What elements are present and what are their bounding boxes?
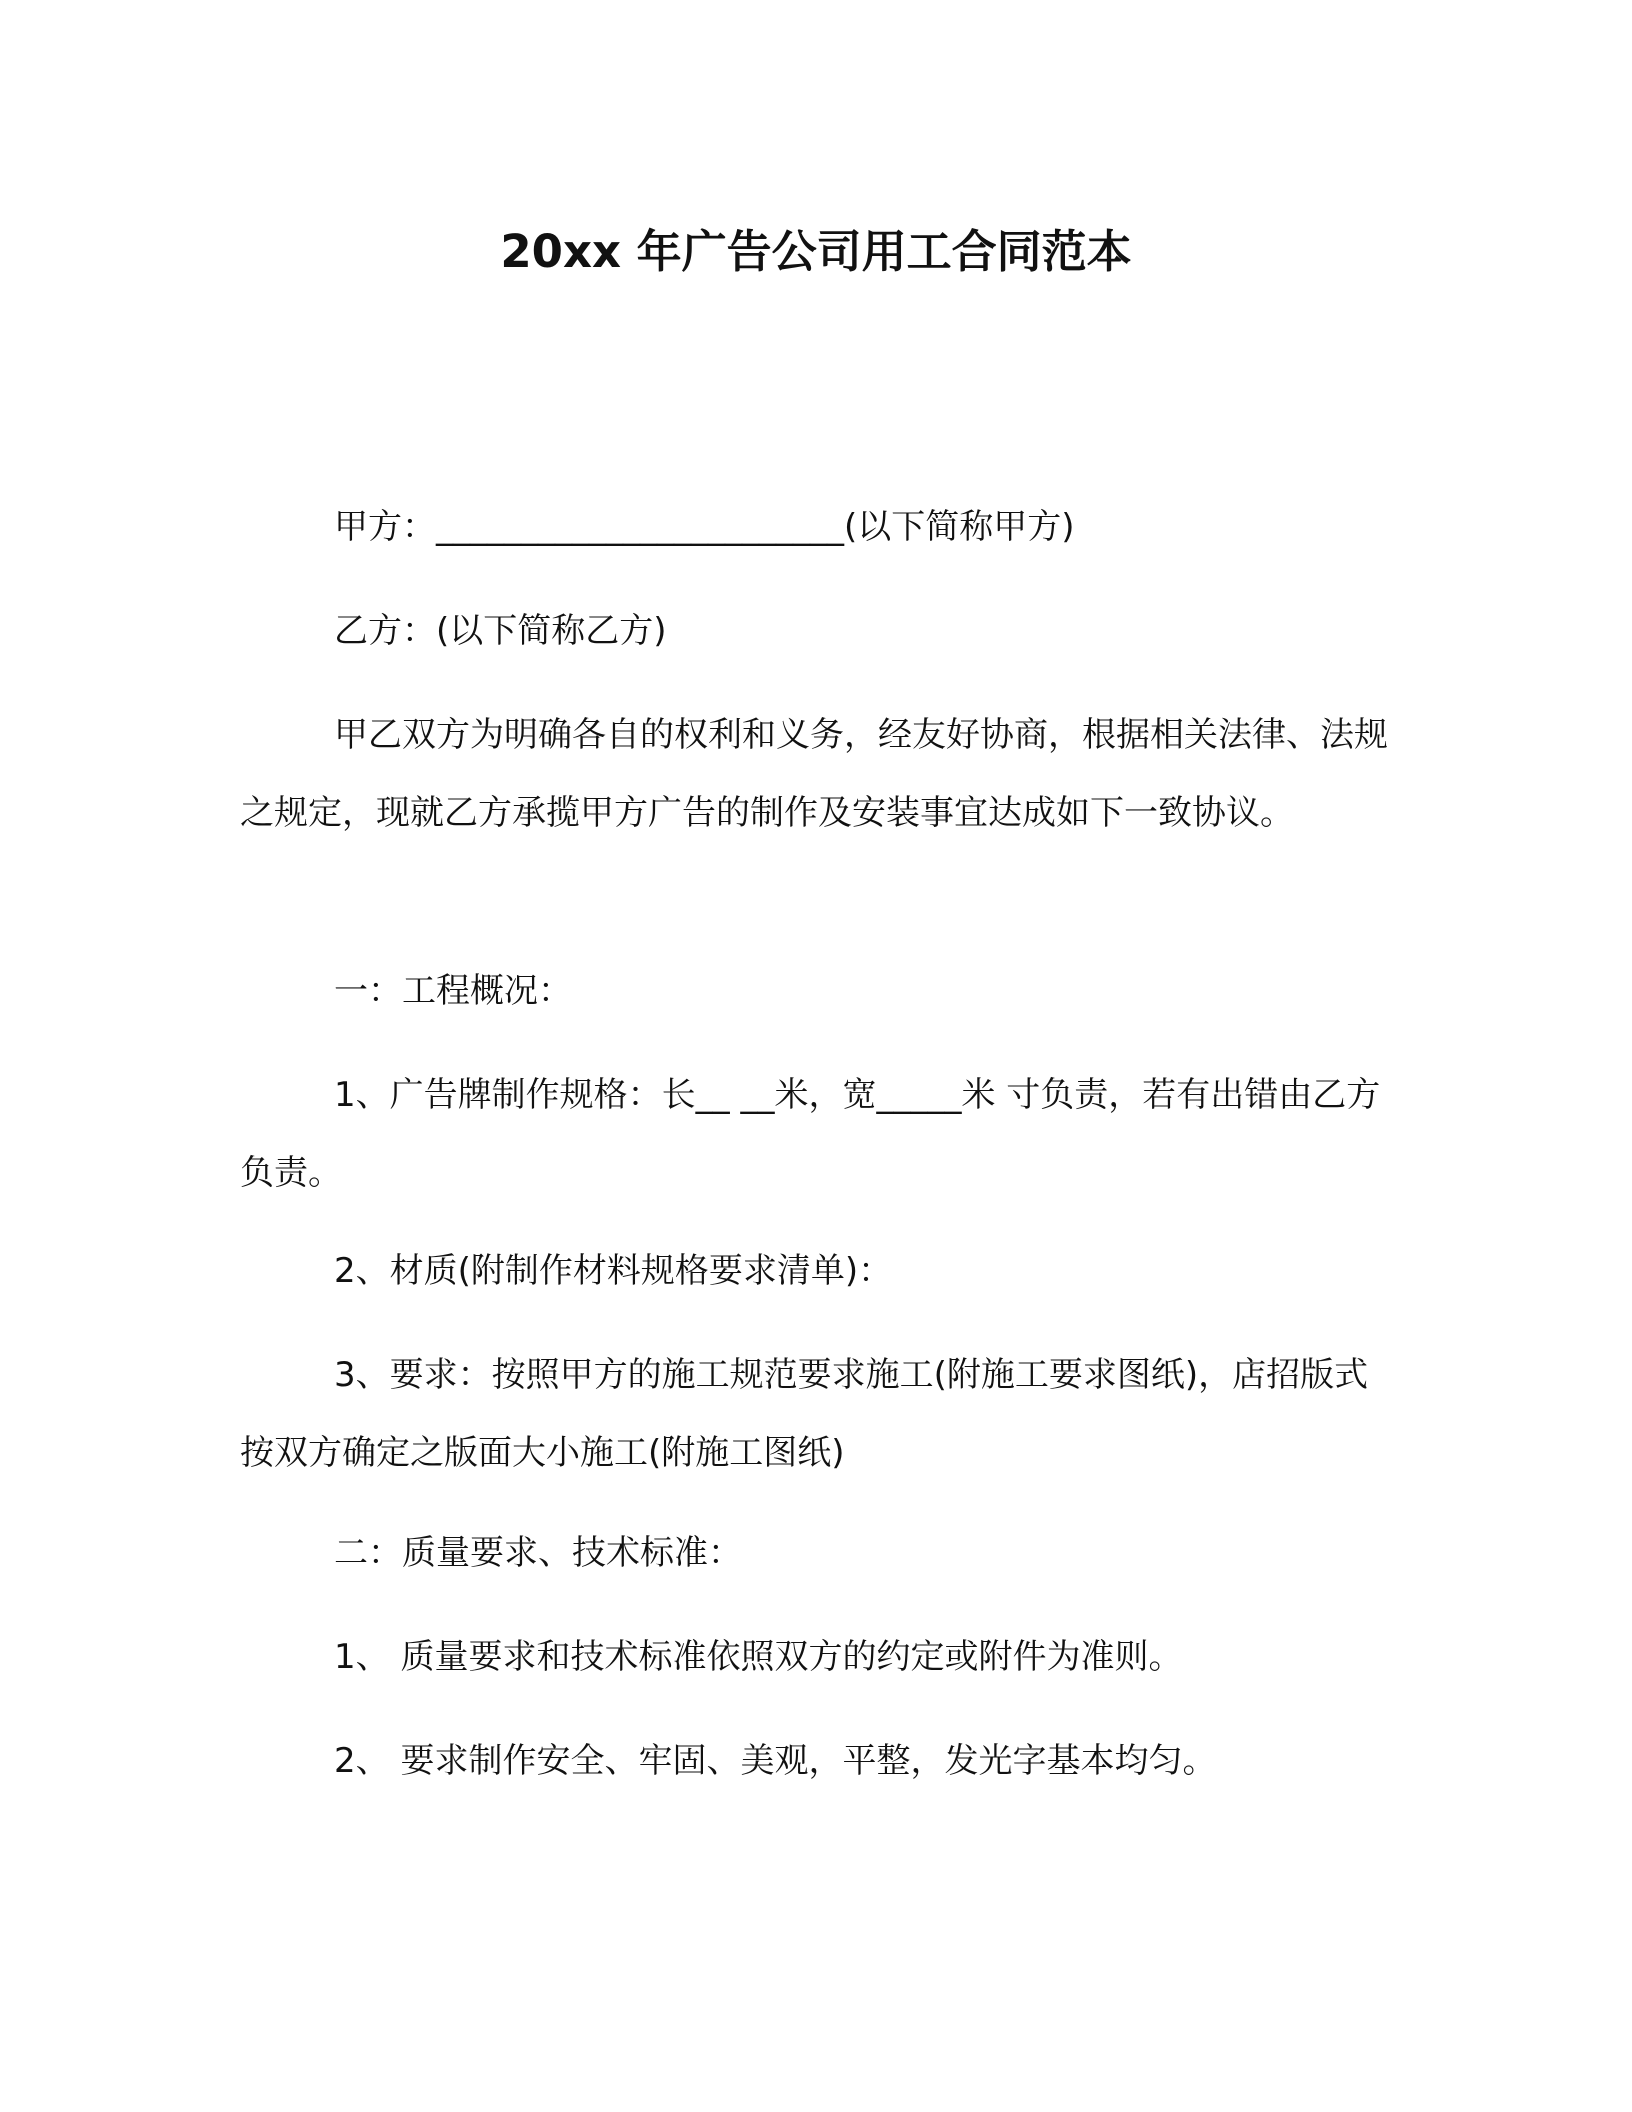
section-1-item-2: 2、材质(附制作材料规格要求清单)： xyxy=(334,1251,893,1291)
section-2-item-1: 1、 质量要求和技术标准依照双方的约定或附件为准则。 xyxy=(334,1637,1183,1677)
section-1-item-1: 1、广告牌制作规格：长__ __米，宽_____米 寸负责，若有出错由乙方负责。 xyxy=(240,1075,1381,1193)
party-a-line: 甲方：________________________(以下简称甲方) xyxy=(334,507,1075,547)
party-b-line: 乙方：(以下简称乙方) xyxy=(334,611,667,651)
section-1-item-3: 3、要求：按照甲方的施工规范要求施工(附施工要求图纸)，店招版式按双方确定之版面大小施工(附施工图纸) xyxy=(240,1355,1369,1473)
section-2-item-2: 2、 要求制作安全、牢固、美观，平整，发光字基本均匀。 xyxy=(334,1741,1217,1781)
intro-paragraph: 甲乙双方为明确各自的权利和义务，经友好协商，根据相关法律、法规之规定，现就乙方承揽甲方广告的制作及安装事宜达成如下一致协议。 xyxy=(240,715,1388,833)
document-title: 20xx 年广告公司用工合同范本 xyxy=(500,225,1132,278)
section-1-heading: 一：工程概况： xyxy=(334,971,572,1011)
section-2-heading: 二：质量要求、技术标准： xyxy=(334,1533,742,1573)
